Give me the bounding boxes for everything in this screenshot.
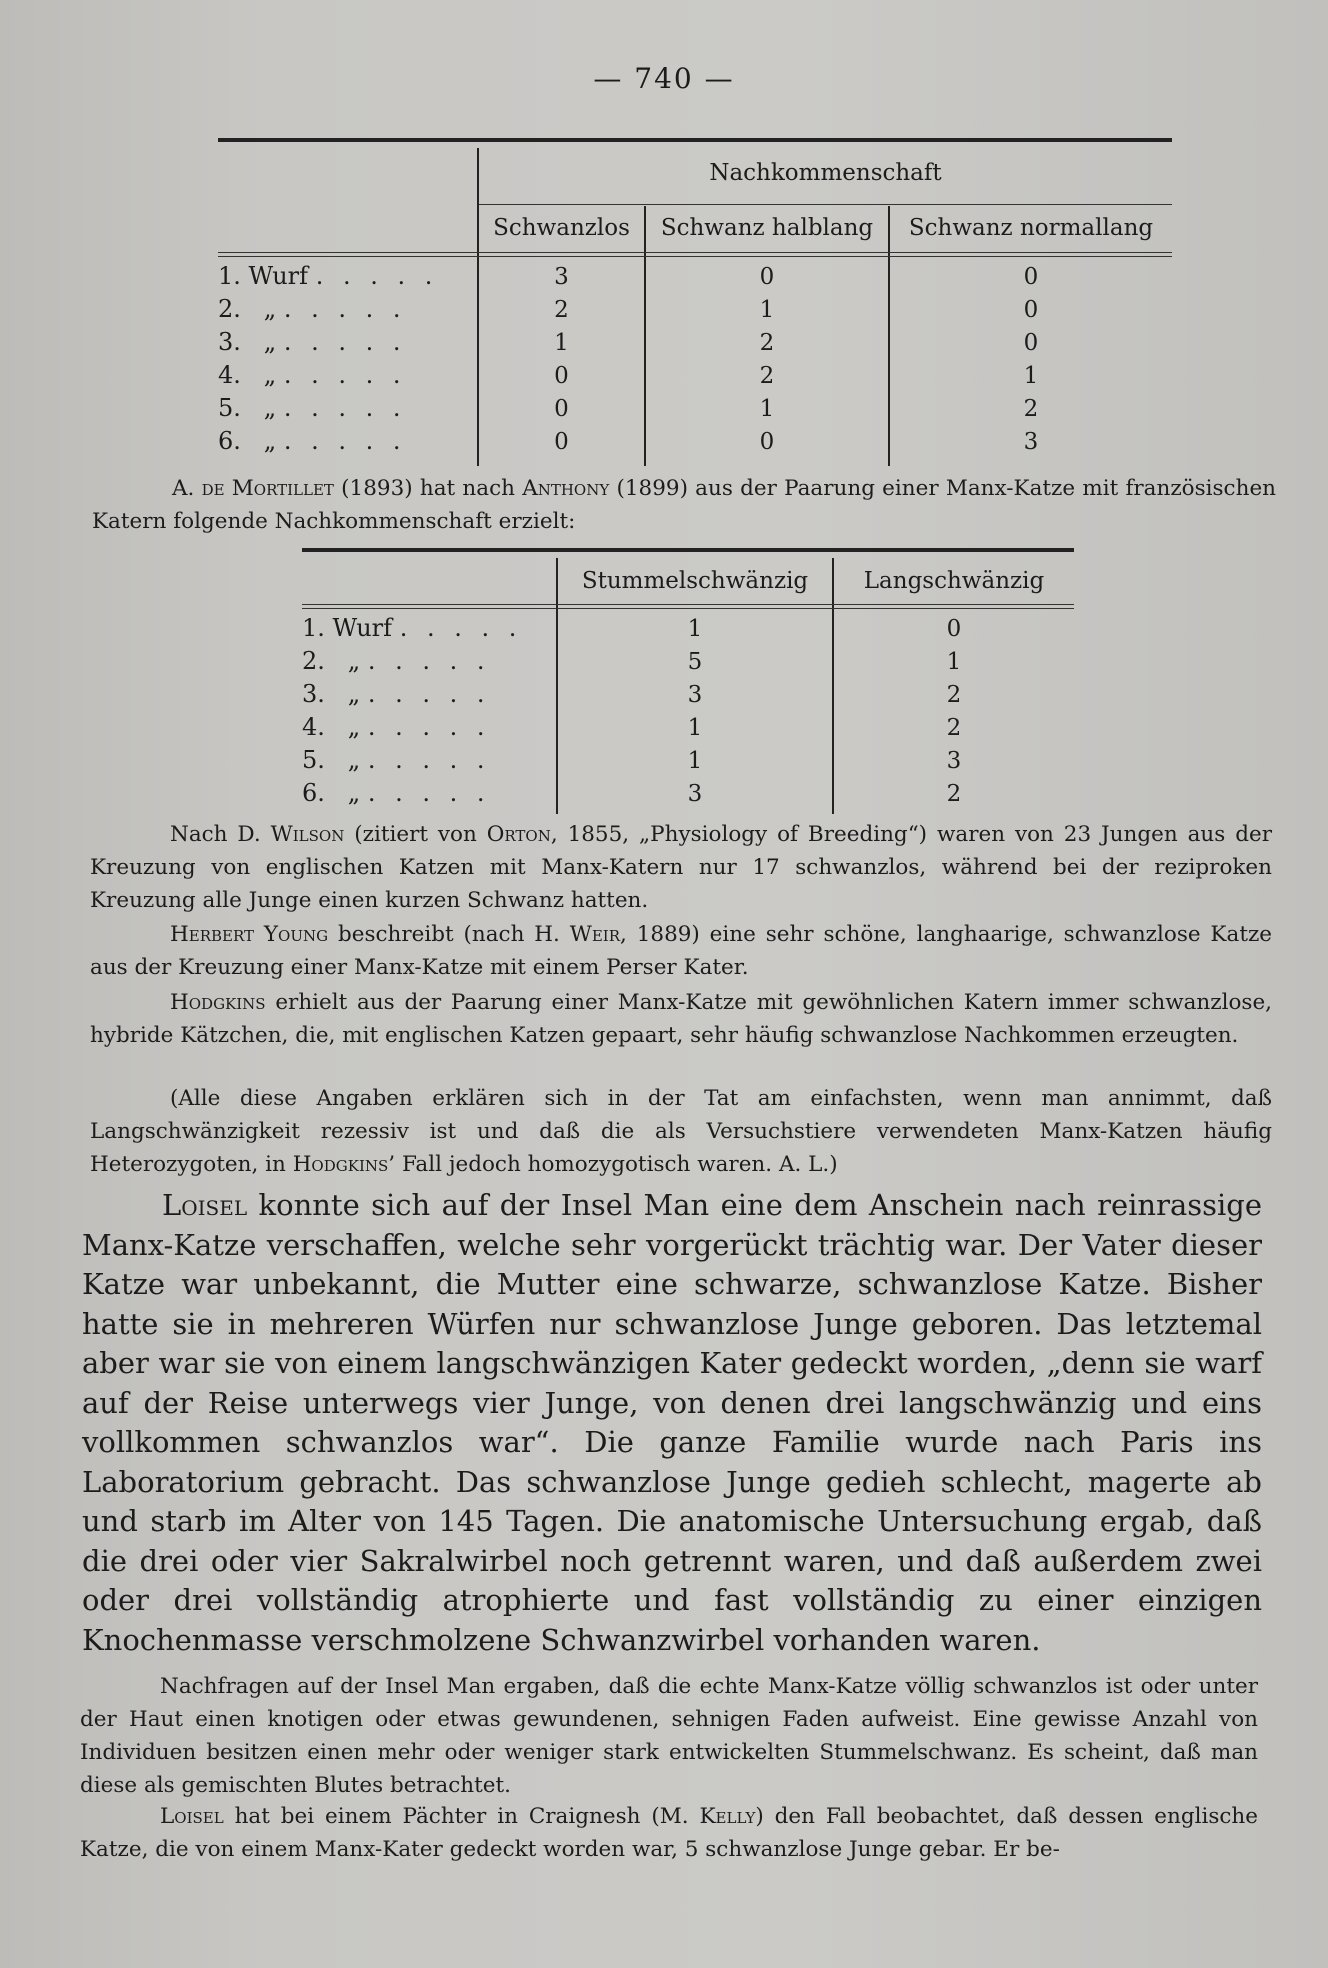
table-cell: 0 (1023, 264, 1039, 290)
table-cell: 1 (554, 330, 569, 356)
paragraph-young: Herbert Young beschreibt (nach H. Weir, 1889) eine sehr schöne, langhaarige, schwanzlose Katze aus der Kreuzung einer Manx-Katze mit einem Perser Kater. (90, 922, 1273, 980)
table-cell: 0 (554, 429, 569, 455)
row-label: 5. „ . . . . . (302, 746, 491, 774)
column-header: Schwanzlos (493, 215, 630, 241)
table-top-rule (302, 548, 1074, 552)
table-cell: 3 (946, 748, 962, 774)
row-label: 4. „ . . . . . (218, 361, 407, 389)
table-cell: 1 (759, 297, 775, 323)
column-header: Schwanz normallang (908, 215, 1154, 241)
paragraph-mortillet: A. de Mortillet (1893) hat nach Anthony (1899) aus der Paarung einer Manx-Katze mit französischen Katern folgende Nachkommenschaft erzielt: (92, 476, 1277, 534)
table-cell: 3 (1023, 429, 1039, 455)
row-label: 3. „ . . . . . (302, 680, 491, 708)
header-rule (302, 604, 1074, 605)
paragraph-nachfragen: Nachfragen auf der Insel Man ergaben, daß die echte Manx-Katze völlig schwanzlos ist oder unter der Haut einen knotigen oder etwas gewundenen, sehnigen Faden aufweist. Eine gewisse Anzahl von Individuen besitzen einen mehr oder weniger stark entwickelten Stummelschwanz. Es scheint, daß man diese als gemischten Blutes betrachtet. (80, 1674, 1258, 1798)
table-group-header: Nachkommenschaft (709, 160, 942, 186)
table-top-rule (218, 138, 1172, 142)
table-cell: 1 (687, 748, 703, 774)
paragraph-wilson: Nach D. Wilson (zitiert von Orton, 1855, „Physiology of Breeding“) waren von 23 Jungen aus der Kreuzung von englischen Katzen mit Manx-Katern nur 17 schwanzlos, während bei der reziproken Kreuzung alle Junge einen kurzen Schwanz hatten. (90, 822, 1272, 913)
row-label: 1. Wurf . . . . . (218, 262, 439, 290)
table-cell: 1 (946, 649, 962, 675)
table-cell: 2 (554, 297, 569, 323)
table-cell: 1 (1023, 363, 1039, 389)
table-cell: 1 (687, 715, 703, 741)
offspring-table-2 (302, 548, 1074, 816)
table-cell: 5 (687, 649, 703, 675)
table-cell: 0 (759, 264, 775, 290)
table-cell: 0 (554, 396, 569, 422)
table-cell: 0 (554, 363, 569, 389)
row-label: 2. „ . . . . . (218, 295, 407, 323)
row-label: 4. „ . . . . . (302, 713, 491, 741)
table-cell: 2 (759, 363, 775, 389)
paragraph-hodgkins: Hodgkins erhielt aus der Paarung einer Manx-Katze mit gewöhnlichen Katern immer schwanzlose, hybride Kätzchen, die, mit englischen Katzen gepaart, sehr häufig schwanzlose Nachkommen erzeugten. (90, 990, 1272, 1048)
row-label: 6. „ . . . . . (218, 427, 407, 455)
table-cell: 3 (687, 682, 703, 708)
row-label: 3. „ . . . . . (218, 328, 407, 356)
column-header: Langschwänzig (863, 568, 1045, 594)
table-cell: 2 (946, 715, 962, 741)
table-cell: 2 (946, 682, 962, 708)
column-header: Schwanz halblang (660, 215, 874, 241)
table-cell: 1 (687, 616, 703, 642)
page-number: — 740 — (593, 62, 735, 95)
row-label: 1. Wurf . . . . . (302, 614, 523, 642)
paragraph-loisel: Loisel konnte sich auf der Insel Man eine dem Anschein nach reinrassige Manx-Katze verschaffen, welche sehr vorgerückt trächtig war. Der Vater dieser Katze war unbekannt, die Mutter eine schwarze, schwanzlose Katze. Bisher hatte sie in mehreren Würfen nur schwanzlose Junge geboren. Das letztemal aber war sie von einem langschwänzigen Kater gedeckt worden, „denn sie warf auf der Reise unterwegs vier Junge, von denen drei langschwänzig und eins vollkommen schwanzlos war“. Die ganze Familie wurde nach Paris ins Laboratorium gebracht. Das schwanzlose Junge gedieh schlecht, magerte ab und starb im Alter von 145 Tagen. Die anatomische Untersuchung ergab, daß die drei oder vier Sakralwirbel noch getrennt waren, und daß außerdem zwei oder drei vollständig atrophierte und fast vollständig zu einer einzigen Knochenmasse verschmolzene Schwanzwirbel vorhanden waren. (82, 1188, 1262, 1657)
table-cell: 2 (1023, 396, 1039, 422)
paragraph-editor-note: (Alle diese Angaben erklären sich in der Tat am einfachsten, wenn man annimmt, daß Langschwänzigkeit rezessiv ist und daß die als Versuchstiere verwendeten Manx-Katzen häufig Heterozygoten, in Hodgkins’ Fall jedoch homozygotisch waren. A. L.) (90, 1086, 1272, 1177)
header-rule (302, 608, 1074, 609)
row-label: 6. „ . . . . . (302, 779, 491, 807)
table-cell: 1 (759, 396, 775, 422)
header-rule (218, 252, 1172, 253)
table-cell: 3 (687, 781, 703, 807)
group-header-rule (479, 204, 1172, 205)
table-cell: 2 (946, 781, 962, 807)
row-label: 2. „ . . . . . (302, 647, 491, 675)
table-cell: 0 (1023, 330, 1039, 356)
table-cell: 0 (1023, 297, 1039, 323)
offspring-table-1 (218, 138, 1172, 468)
paragraph-kelly: Loisel hat bei einem Pächter in Craignesh (M. Kelly) den Fall beobachtet, daß dessen englische Katze, die von einem Manx-Kater gedeckt worden war, 5 schwanzlose Junge gebar. Er be- (80, 1804, 1259, 1862)
table-cell: 2 (759, 330, 775, 356)
row-label: 5. „ . . . . . (218, 394, 407, 422)
header-rule (218, 256, 1172, 257)
table-cell: 0 (946, 616, 962, 642)
column-header: Stummelschwänzig (581, 568, 809, 594)
table-cell: 0 (759, 429, 775, 455)
table-cell: 3 (554, 264, 569, 290)
